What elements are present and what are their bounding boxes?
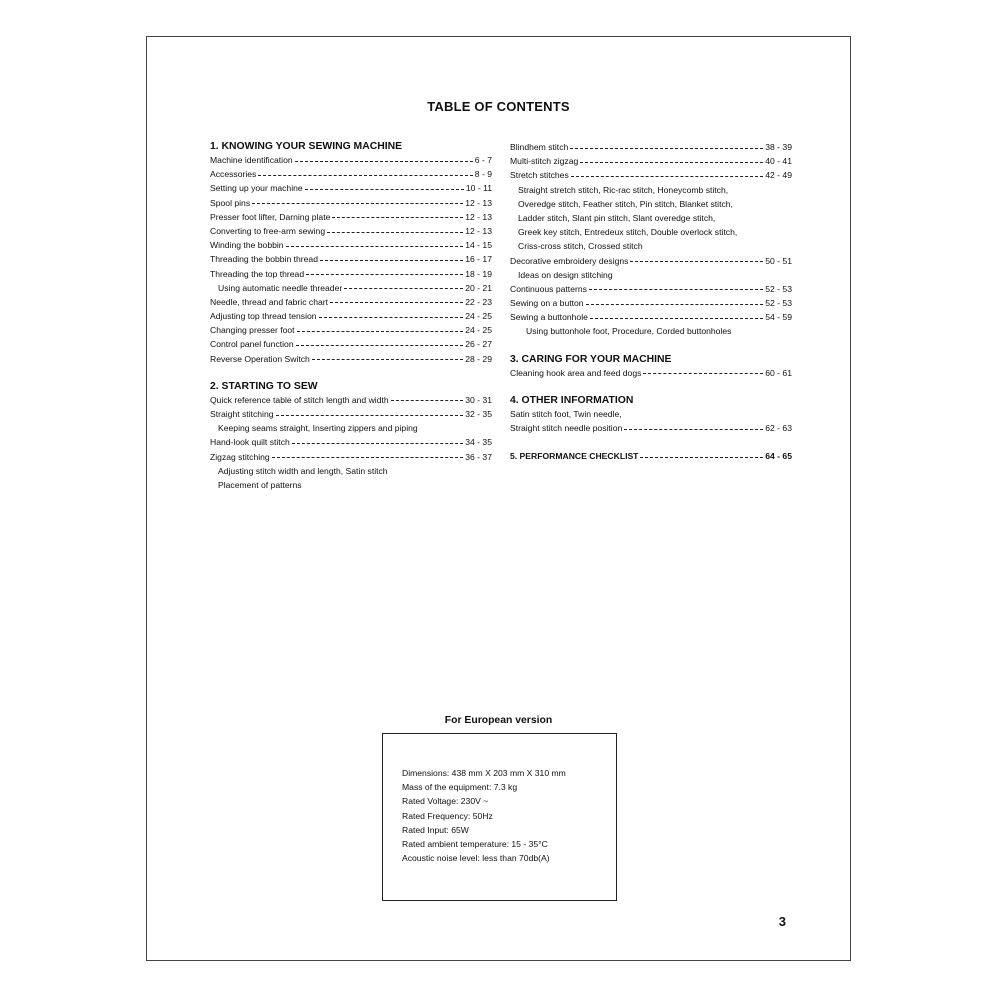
toc-entry-label: Zigzag stitching [210, 451, 270, 462]
toc-dot-leader [571, 176, 763, 177]
toc-entry-pages: 8 - 9 [474, 169, 492, 180]
toc-entry-pages: 20 - 21 [465, 282, 492, 293]
toc-entry [210, 281, 492, 295]
spec-line: Rated Frequency: 50Hz [402, 810, 493, 821]
toc-entry [510, 296, 792, 310]
toc-sub-entry: Greek key stitch, Entredeux stitch, Double overlock stitch, [518, 227, 738, 238]
toc-entry-label: Blindhem stitch [510, 142, 569, 152]
toc-entry [510, 282, 792, 296]
toc-dot-leader [258, 175, 472, 176]
toc-entry-pages: 60 - 61 [765, 367, 792, 378]
toc-sub-entry: Overedge stitch, Feather stitch, Pin stitch, Blanket stitch, [518, 198, 733, 209]
toc-entry-label: Decorative embroidery designs [510, 255, 629, 266]
toc-entry [510, 310, 792, 324]
toc-entry-label: Control panel function [210, 339, 294, 350]
toc-dot-leader [624, 429, 763, 430]
spec-line: Mass of the equipment: 7.3 kg [402, 782, 518, 793]
toc-sub-entry: Ideas on design stitching [518, 269, 613, 280]
toc-entry-label: Setting up your machine [210, 183, 303, 194]
toc-entry-pages: 52 - 53 [765, 298, 792, 309]
toc-plain-entry: Satin stitch foot, Twin needle, [510, 408, 622, 419]
toc-entry-label: Spool pins [210, 197, 251, 208]
toc-entry [210, 238, 492, 252]
toc-sub-entry: Adjusting stitch width and length, Satin stitch [218, 465, 388, 476]
toc-spacer [510, 339, 792, 353]
toc-entry-label: Using automatic needle threader [218, 282, 343, 293]
toc-dot-leader [272, 457, 464, 458]
page-title: TABLE OF CONTENTS [427, 99, 570, 114]
spec-line: Dimensions: 438 mm X 203 mm X 310 mm [402, 768, 566, 778]
toc-dot-leader [327, 232, 463, 233]
toc-entry-label: Presser foot lifter, Darning plate [210, 211, 331, 222]
spec-line: Acoustic noise level: less than 70db(A) [402, 853, 550, 864]
toc-section-heading: 3. CARING FOR YOUR MACHINE [510, 353, 672, 365]
toc-entry-pages: 36 - 37 [465, 451, 492, 462]
toc-entry-label: Accessories [210, 169, 257, 180]
toc-dot-leader [332, 217, 463, 218]
toc-entry-pages: 64 - 65 [765, 451, 792, 462]
toc-entry-pages: 40 - 41 [765, 156, 792, 167]
toc-sub-entry: Keeping seams straight, Inserting zippers and piping [218, 423, 418, 434]
toc-entry [210, 393, 492, 407]
toc-sub-entry: Ladder stitch, Slant pin stitch, Slant overedge stitch, [518, 212, 716, 223]
toc-sub-entry: Using buttonhole foot, Procedure, Corded buttonholes [526, 326, 732, 337]
toc-entry [210, 153, 492, 167]
toc-dot-leader [570, 148, 763, 149]
toc-entry [210, 210, 492, 224]
toc-entry-label: Continuous patterns [510, 283, 587, 294]
toc-dot-leader [344, 288, 463, 289]
toc-entry [210, 323, 492, 337]
toc-spacer [510, 435, 792, 449]
toc-entry [510, 168, 792, 182]
toc-entry-label: Stretch stitches [510, 170, 569, 181]
page-number: 3 [778, 914, 786, 929]
toc-section-heading: 4. OTHER INFORMATION [510, 394, 634, 406]
toc-entry [210, 252, 492, 266]
toc-entry-pages: 54 - 59 [765, 312, 792, 323]
toc-entry [210, 309, 492, 323]
toc-dot-leader [630, 261, 763, 262]
toc-entry-label: Adjusting top thread tension [210, 311, 317, 322]
spec-line: Rated ambient temperature: 15 - 35°C [402, 838, 548, 849]
toc-dot-leader [590, 318, 763, 319]
toc-section-heading: 1. KNOWING YOUR SEWING MACHINE [210, 141, 403, 152]
toc-dot-leader [295, 161, 473, 162]
toc-entry [210, 407, 492, 421]
toc-entry-label: Sewing a buttonhole [510, 312, 588, 323]
toc-entry-pages: 38 - 39 [765, 142, 792, 152]
toc-entry [510, 366, 792, 380]
toc-entry [210, 352, 492, 366]
toc-entry-label: Straight stitching [210, 409, 274, 419]
toc-entry-pages: 22 - 23 [465, 296, 492, 307]
toc-entry-label: Converting to free-arm sewing [210, 225, 326, 236]
toc-dot-leader [319, 317, 464, 318]
toc-entry [210, 450, 492, 464]
toc-dot-leader [320, 260, 463, 261]
toc-entry [510, 421, 792, 435]
toc-entry [510, 254, 792, 268]
toc-spacer [510, 380, 792, 394]
toc-entry-label: Straight stitch needle position [510, 423, 623, 433]
toc-entry-label: Multi-stitch zigzag [510, 156, 579, 167]
toc-entry-pages: 16 - 17 [465, 254, 492, 265]
toc-right-column [510, 140, 792, 463]
toc-entry [210, 181, 492, 195]
toc-dot-leader [643, 373, 763, 374]
toc-entry-label: Reverse Operation Switch [210, 353, 310, 364]
toc-dot-leader [589, 289, 763, 290]
toc-entry [210, 167, 492, 181]
toc-entry-label: Needle, thread and fabric chart [210, 296, 328, 307]
toc-entry-pages: 12 - 13 [465, 197, 492, 208]
european-version-title: For European version [444, 715, 553, 726]
toc-entry-pages: 52 - 53 [765, 283, 792, 294]
toc-dot-leader [391, 400, 464, 401]
spec-line: Rated Voltage: 230V ~ [402, 796, 489, 807]
toc-entry-pages: 12 - 13 [465, 211, 492, 222]
toc-dot-leader [296, 345, 464, 346]
manual-page [146, 36, 851, 961]
toc-dot-leader [312, 359, 463, 360]
toc-entry [210, 435, 492, 449]
toc-dot-leader [305, 189, 464, 190]
european-spec-box [382, 733, 617, 901]
toc-entry-pages: 28 - 29 [465, 353, 492, 364]
toc-entry-pages: 12 - 13 [465, 225, 492, 236]
toc-entry [210, 196, 492, 210]
toc-entry [210, 267, 492, 281]
toc-left-column [210, 140, 492, 492]
toc-entry-label: Sewing on a button [510, 298, 584, 309]
toc-entry-pages: 14 - 15 [465, 240, 492, 251]
toc-entry-label: Threading the top thread [210, 268, 305, 279]
toc-dot-leader [252, 203, 463, 204]
toc-sub-entry: Placement of patterns [218, 479, 302, 490]
toc-dot-leader [580, 162, 763, 163]
toc-dot-leader [586, 304, 764, 305]
toc-entry-pages: 34 - 35 [465, 437, 492, 448]
spec-line: Rated Input: 65W [402, 824, 469, 835]
toc-entry-label: Changing presser foot [210, 325, 295, 336]
toc-dot-leader [306, 274, 463, 275]
toc-entry-pages: 62 - 63 [765, 423, 792, 433]
toc-entry-label: Hand-look quilt stitch [210, 437, 290, 448]
toc-sub-entry: Criss-cross stitch, Crossed stitch [518, 241, 643, 252]
toc-entry-pages: 26 - 27 [465, 339, 492, 350]
toc-dot-leader [297, 331, 464, 332]
toc-entry-pages: 10 - 11 [465, 183, 492, 194]
toc-entry-pages: 32 - 35 [465, 409, 492, 419]
toc-entry-label: Winding the bobbin [210, 240, 284, 251]
toc-entry [210, 337, 492, 351]
toc-entry-label: Cleaning hook area and feed dogs [510, 367, 642, 378]
toc-entry [210, 295, 492, 309]
toc-dot-leader [276, 415, 464, 416]
toc-entry-pages: 6 - 7 [474, 155, 492, 165]
toc-entry [510, 140, 792, 154]
toc-section-heading-entry [510, 449, 792, 463]
toc-entry-label: Machine identification [210, 155, 293, 165]
toc-entry-label: Quick reference table of stitch length and width [210, 394, 389, 405]
toc-entry-pages: 50 - 51 [765, 255, 792, 266]
toc-dot-leader [292, 443, 463, 444]
toc-entry-label: 5. PERFORMANCE CHECKLIST [510, 451, 639, 462]
toc-spacer [210, 366, 492, 380]
toc-sub-entry: Straight stretch stitch, Ric-rac stitch, Honeycomb stitch, [518, 184, 729, 195]
toc-entry-pages: 18 - 19 [465, 268, 492, 279]
toc-entry-pages: 24 - 25 [465, 311, 492, 322]
toc-entry [210, 224, 492, 238]
toc-section-heading: 2. STARTING TO SEW [210, 380, 318, 392]
toc-entry-label: Threading the bobbin thread [210, 254, 318, 265]
toc-entry [510, 154, 792, 168]
toc-dot-leader [330, 302, 463, 303]
toc-entry-pages: 24 - 25 [465, 325, 492, 336]
toc-dot-leader [286, 246, 464, 247]
toc-entry-pages: 42 - 49 [765, 170, 792, 181]
toc-dot-leader [640, 457, 763, 458]
toc-entry-pages: 30 - 31 [465, 394, 492, 405]
